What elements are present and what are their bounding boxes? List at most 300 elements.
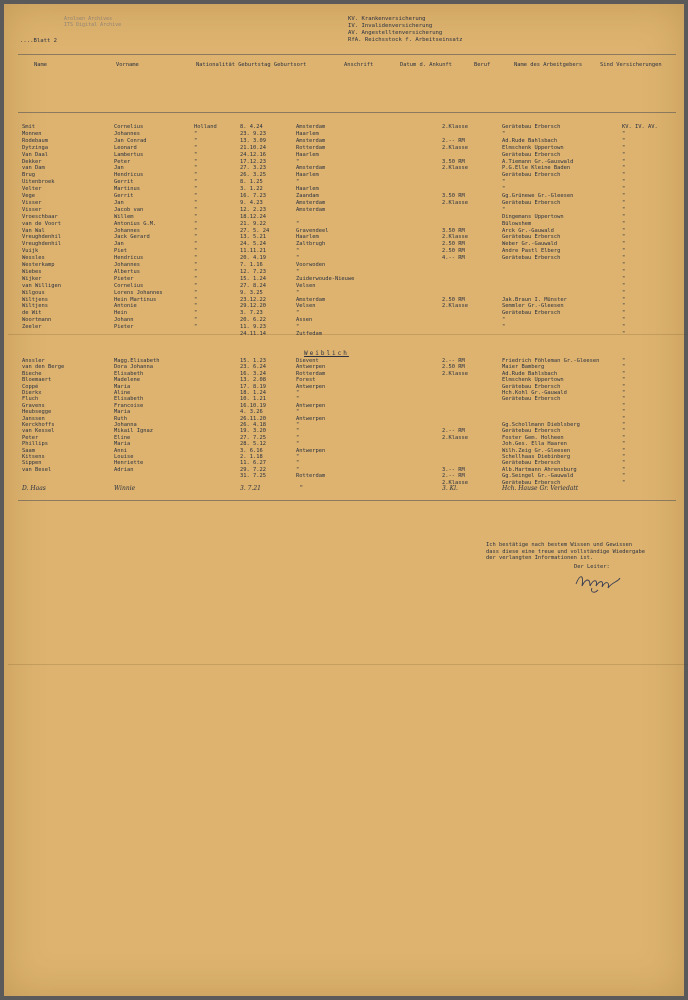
cell-vorname: Anni [114, 447, 127, 454]
cell-name: Vege [22, 193, 35, 199]
cell-employer: Gerätebau Erbersch [502, 460, 561, 467]
cell-marks: " [622, 466, 626, 473]
cell-name: van Willigen [22, 282, 61, 289]
cell-birth: 3. 7.23 [240, 310, 263, 317]
cell-marks: " [622, 422, 626, 428]
cell-vorname: Francoise [114, 402, 144, 409]
cell-place: " [296, 441, 300, 448]
cell-place: Zaltbrugh [296, 241, 326, 248]
cell-name: van de Voort [22, 220, 61, 227]
cell-vorname: Hein Martinus [114, 296, 157, 303]
cell-amt: 2.Klasse [442, 370, 468, 377]
cell-nat: " [194, 255, 198, 262]
cell-amt: 2.-- RM [442, 473, 465, 480]
cell-vorname: Elisabeth [114, 396, 144, 403]
cell-place: " [296, 390, 300, 396]
cell-marks: " [622, 415, 626, 422]
cell-place: " [296, 158, 300, 165]
stamp-line: ITS Digital Archive [64, 22, 122, 28]
cell-nat: " [194, 241, 198, 248]
cell-employer: Gg.Schollmann Dieblsberg [502, 422, 580, 428]
cell-place: Voorwoden [296, 262, 326, 268]
cell-vorname: Leonard [114, 144, 137, 151]
legend-line: AV. Angestelltenversicherung [348, 30, 443, 36]
cell-birth: 12. 2.23 [240, 206, 266, 213]
cell-name: Saam [22, 447, 35, 454]
cell-birth: 9. 4.23 [240, 199, 263, 206]
cell-birth: 12. 7.23 [240, 268, 266, 275]
cell-amt: 3.50 RM [442, 193, 465, 199]
cell-place: Assen [296, 317, 313, 324]
cell-employer: Arck Gr.-Gauwald [502, 227, 554, 234]
cell-name: van Kessel [22, 428, 55, 435]
col-right: Sind Versicherungen [600, 62, 662, 68]
cell-employer: Maier Bamberg [502, 364, 545, 371]
col-nationality: Nationalität Geburtstag Geburtsort [196, 62, 307, 68]
cell-birth: 8. 4.24 [240, 124, 263, 130]
cell-name: Rodebaum [22, 137, 48, 144]
cell-employer: Gerätebau Erbersch [502, 199, 561, 206]
cell-vorname: Lorens Johannes [114, 289, 163, 296]
cell-employer: Semmler Gr.-Gleesen [502, 303, 564, 310]
cell-vorname: Hendricus [114, 172, 144, 179]
cell-marks: " [622, 227, 626, 234]
cell-marks: " [622, 268, 626, 275]
cell-place: Zuiderwoude-Nieuwe [296, 275, 355, 282]
cell-place: Antwerpen [296, 402, 326, 409]
cell-employer: " [502, 179, 506, 186]
cell-employer: Bülowshem [502, 220, 532, 227]
cell-nat: " [194, 151, 198, 158]
cell-amt: 2.-- RM [442, 137, 465, 144]
cell-amt: 2.-- RM [442, 428, 465, 435]
cell-name: Janssen [22, 415, 45, 422]
cell-marks: " [622, 370, 626, 377]
cell-employer: Foster Gem. Holheen [502, 434, 564, 441]
cell-name: Westerkamp [22, 262, 55, 268]
cell-vorname: Jan [114, 165, 124, 172]
cell-name: Van Wal [22, 227, 45, 234]
cell-amt: 3.50 RM [442, 227, 465, 234]
cell-birth: 3. 6.16 [240, 447, 263, 454]
cell-marks: " [622, 317, 626, 324]
cell-amt: 2.50 RM [442, 296, 465, 303]
cell-marks: " [622, 310, 626, 317]
cell-employer: Friedrich Föhleman Gr.-Gleesen [502, 358, 600, 364]
cell-name: Vreughdenhil [22, 234, 61, 241]
cell-birth: 26.11.20 [240, 415, 266, 422]
cell-name: Wiebes [22, 268, 42, 275]
cell-birth: 24.12.16 [240, 151, 266, 158]
cell-name: Wiltjens [22, 303, 48, 310]
cell-employer: A.Tiemann Gr.-Gauswald [502, 158, 574, 165]
cell-marks: " [622, 255, 626, 262]
cell-birth: 9. 3.25 [240, 289, 263, 296]
cell-marks: " [622, 331, 626, 337]
col-employer: Name des Arbeitgebers [514, 62, 583, 68]
cell-nat: " [194, 310, 198, 317]
sheet-number: ....Blatt 2 [20, 38, 58, 44]
cell-place: " [296, 434, 300, 441]
cell-birth: 11.11.21 [240, 248, 266, 255]
cell-vorname: Pieter [114, 275, 134, 282]
cell-birth: 16.10.19 [240, 402, 266, 409]
cell-name: Bieche [22, 370, 42, 377]
cell-place: Haarlem [296, 151, 319, 158]
cell-vorname: Cornelius [114, 282, 144, 289]
cell-amt: 2.50 RM [442, 364, 465, 371]
cell-marks: " [622, 296, 626, 303]
cell-vorname: Gerrit [114, 179, 134, 186]
cell-marks: " [622, 460, 626, 467]
cell-employer: Elmschenk Uppertown [502, 144, 564, 151]
cell-vorname: Magg.Elisabeth [114, 358, 160, 364]
cell-name: Smit [22, 124, 35, 130]
cell-amt: 2.Klasse [442, 434, 468, 441]
cell-marks: " [622, 479, 626, 486]
cell-marks: " [622, 324, 626, 331]
hw-name: D. Haas [22, 485, 46, 492]
cell-place: Haarlem [296, 186, 319, 193]
cell-vorname: Jan [114, 241, 124, 248]
rule-bottom [18, 500, 676, 501]
fold-line [8, 664, 688, 665]
cell-vorname: Jan Conrad [114, 137, 147, 144]
cell-name: van Dam [22, 165, 45, 172]
cell-employer: Ad.Rude Bahlsbach [502, 137, 558, 144]
cell-name: Vuijk [22, 248, 39, 255]
cell-nat: " [194, 137, 198, 144]
cell-vorname: Willem [114, 213, 134, 220]
cell-marks: " [622, 144, 626, 151]
cell-vorname: Antonie [114, 303, 137, 310]
cell-name: Velter [22, 186, 42, 193]
cell-nat: " [194, 199, 198, 206]
cell-birth: 18.12.24 [240, 213, 266, 220]
cell-employer: Joh.Ges. Ella Haaren [502, 441, 567, 448]
certification-note [486, 542, 645, 562]
cell-vorname: Maria [114, 383, 131, 390]
cell-vorname: Johann [114, 317, 134, 324]
cell-birth: 23. 6.24 [240, 364, 266, 371]
cell-birth: 13. 2.08 [240, 377, 266, 384]
cell-marks: " [622, 383, 626, 390]
cell-nat: " [194, 213, 198, 220]
cell-name: Vreughdenhil [22, 241, 61, 248]
cell-name: Peter [22, 434, 39, 441]
cell-vorname: Johanna [114, 422, 137, 428]
hw-birth: 3. 7.21 [240, 485, 261, 492]
cell-birth: 27. 5. 24 [240, 227, 270, 234]
cell-birth: 13. 3.09 [240, 137, 266, 144]
cell-vorname: Hein [114, 310, 127, 317]
cell-vorname: Antonius G.M. [114, 220, 157, 227]
cell-nat: " [194, 303, 198, 310]
cell-name: Dytzinga [22, 144, 48, 151]
cell-birth: 15. 1.24 [240, 275, 266, 282]
cell-vorname: Piet [114, 248, 127, 255]
cell-name: Bloemaert [22, 377, 52, 384]
cell-birth: 26. 3.25 [240, 172, 266, 179]
cell-name: de Wit [22, 310, 42, 317]
cell-nat: Holland [194, 124, 217, 130]
cell-vorname: Gerrit [114, 193, 134, 199]
cell-place: Rotterdam [296, 144, 326, 151]
cell-vorname: Johannes [114, 262, 140, 268]
cell-place: Antwerpen [296, 415, 326, 422]
signature-label: Der Leiter: [574, 564, 610, 570]
cell-name: Wilgous [22, 289, 45, 296]
cell-place: " [296, 454, 300, 460]
cell-marks: " [622, 396, 626, 403]
cell-vorname: Aline [114, 390, 131, 396]
cell-employer: Alb.Hartmann Ahrensburg [502, 466, 577, 473]
cell-nat: " [194, 282, 198, 289]
cell-name: Coppé [22, 383, 39, 390]
document-sheet [4, 4, 684, 996]
cell-employer: Elmschenk Uppertown [502, 377, 564, 384]
cell-employer: Gg.Grünewe Gr.-Gleesen [502, 193, 574, 199]
col-address: Anschrift [344, 62, 374, 68]
cell-vorname: Mikail Ignaz [114, 428, 153, 435]
cell-vorname: Martinus [114, 186, 140, 193]
cell-marks: " [622, 186, 626, 193]
cell-employer: Gerätebau Erbersch [502, 151, 561, 158]
cell-marks: " [622, 213, 626, 220]
cell-marks: " [622, 199, 626, 206]
cell-marks: " [622, 289, 626, 296]
cell-nat: " [194, 234, 198, 241]
cell-place: " [296, 460, 300, 467]
cell-vorname: Albertus [114, 268, 140, 275]
note-line: dass diese eine treue und vollständige Wiedergabe [486, 548, 646, 555]
cell-vorname: Jacob van [114, 206, 144, 213]
cell-employer: Schellhaas Diebinberg [502, 454, 571, 460]
cell-birth: 21.10.24 [240, 144, 266, 151]
cell-nat: " [194, 130, 198, 137]
cell-name: van den Berge [22, 364, 65, 371]
cell-place: " [296, 248, 300, 255]
cell-employer: Dingemans Uppertown [502, 213, 564, 220]
stamp-line: Arolsen Archives [64, 16, 113, 22]
cell-place: Antwerpen [296, 383, 326, 390]
cell-vorname: Elisabeth [114, 370, 144, 377]
cell-name: Heubsegge [22, 409, 52, 416]
cell-vorname: Maria [114, 409, 131, 416]
cell-marks: " [622, 441, 626, 448]
hw-place: " [300, 485, 303, 492]
cell-name: Kitsens [22, 454, 45, 460]
cell-vorname: Hendricus [114, 255, 144, 262]
cell-birth: 23.12.22 [240, 296, 266, 303]
cell-place: " [296, 324, 300, 331]
cell-vorname: Jack Gerard [114, 234, 150, 241]
cell-vorname: Peter [114, 158, 131, 165]
cell-place: Forest [296, 377, 316, 384]
cell-birth: 20. 4.19 [240, 255, 266, 262]
cell-name: Fluch [22, 396, 39, 403]
cell-place: " [296, 466, 300, 473]
cell-marks: " [622, 193, 626, 199]
archive-stamp [64, 16, 142, 28]
rule-top [18, 54, 676, 55]
cell-place: " [296, 310, 300, 317]
cell-place: " [296, 422, 300, 428]
cell-nat: " [194, 275, 198, 282]
cell-place: Amsterdam [296, 206, 326, 213]
cell-place: Haarlem [296, 234, 319, 241]
cell-name: Gravens [22, 402, 45, 409]
cell-nat: " [194, 165, 198, 172]
cell-employer: P.G.Elle Kleine Baden [502, 165, 571, 172]
cell-vorname: Henriette [114, 460, 144, 467]
cell-amt: 2.Klasse [442, 234, 468, 241]
cell-birth: 27. 7.25 [240, 434, 266, 441]
cell-place: " [296, 255, 300, 262]
hw-vorname: Winnie [114, 485, 136, 492]
cell-name: Kerckhoffs [22, 422, 55, 428]
legend-line: IV. Invalidenversicherung [348, 23, 433, 29]
cell-name: Vroeschbaar [22, 213, 58, 220]
cell-place: " [296, 268, 300, 275]
cell-employer: Gerätebau Erbersch [502, 396, 561, 403]
cell-name: van Besel [22, 466, 52, 473]
cell-marks: " [622, 234, 626, 241]
cell-marks: " [622, 248, 626, 255]
cell-amt: 3.-- RM [442, 466, 465, 473]
cell-employer: " [502, 186, 506, 193]
cell-employer: " [502, 324, 506, 331]
cell-name: Wiltjens [22, 296, 48, 303]
cell-birth: 3. 1.22 [240, 186, 263, 193]
cell-nat: " [194, 179, 198, 186]
cell-nat: " [194, 262, 198, 268]
cell-amt: 2.Klasse [442, 144, 468, 151]
cell-amt: 2.-- RM [442, 358, 465, 364]
cell-birth: 13. 5.21 [240, 234, 266, 241]
cell-name: Monnen [22, 130, 42, 137]
cell-marks: " [622, 137, 626, 144]
cell-nat: " [194, 172, 198, 179]
cell-marks: " [622, 364, 626, 371]
cell-nat: " [194, 158, 198, 165]
cell-marks: " [622, 402, 626, 409]
cell-employer: " [502, 130, 506, 137]
cell-vorname: Jan [114, 199, 124, 206]
cell-employer: Andre Pastl Elberg [502, 248, 561, 255]
cell-name: Wessles [22, 255, 45, 262]
cell-birth: 18. 1.24 [240, 390, 266, 396]
cell-marks: " [622, 377, 626, 384]
cell-marks: " [622, 275, 626, 282]
cell-name: Van Daal [22, 151, 48, 158]
cell-employer: Gerätebau Erbersch [502, 172, 561, 179]
cell-amt: 3.50 RM [442, 158, 465, 165]
cell-nat: " [194, 289, 198, 296]
cell-birth: 27. 3.23 [240, 165, 266, 172]
cell-employer: Gerätebau Erbersch [502, 428, 561, 435]
cell-marks: " [622, 454, 626, 460]
cell-employer: Jak.Braun I. Münster [502, 296, 567, 303]
col-vorname: Vorname [116, 62, 139, 68]
cell-employer: Gerätebau Erbersch [502, 124, 561, 130]
cell-marks: " [622, 165, 626, 172]
note-line: der verlangten Informationen ist. [486, 555, 594, 562]
cell-birth: 20. 6.22 [240, 317, 266, 324]
cell-name: Phillips [22, 441, 48, 448]
cell-place: Amsterdam [296, 296, 326, 303]
cell-marks: " [622, 473, 626, 480]
cell-nat: " [194, 206, 198, 213]
cell-amt: 2.Klasse [442, 124, 468, 130]
cell-place: Amsterdam [296, 199, 326, 206]
cell-nat: " [194, 186, 198, 193]
cell-place: " [296, 220, 300, 227]
cell-employer: Ad.Rude Bahlsbach [502, 370, 558, 377]
cell-name: Dierkx [22, 390, 42, 396]
hw-employer: Hch. Hause Gr. Veriedatt [502, 485, 579, 492]
cell-place: Zutfedam [296, 331, 322, 337]
cell-amt: 2.50 RM [442, 248, 465, 255]
cell-name: Brug [22, 172, 35, 179]
cell-birth: 29. 7.22 [240, 466, 266, 473]
cell-birth: 15. 1.23 [240, 358, 266, 364]
cell-place: " [296, 179, 300, 186]
cell-nat: " [194, 220, 198, 227]
cell-name: Zeeler [22, 324, 42, 331]
cell-marks: " [622, 241, 626, 248]
signature-mark [572, 570, 632, 596]
cell-birth: 23. 9.23 [240, 130, 266, 137]
cell-name: Woortmann [22, 317, 52, 324]
cell-marks: " [622, 409, 626, 416]
cell-marks: " [622, 434, 626, 441]
cell-nat: " [194, 324, 198, 331]
cell-birth: 19. 3.20 [240, 428, 266, 435]
cell-employer: Gg.Seingel Gr.-Gauwald [502, 473, 574, 480]
insurance-legend [348, 16, 463, 44]
cell-place: Haarlem [296, 172, 319, 179]
cell-place: " [296, 289, 300, 296]
cell-name: Visser [22, 206, 42, 213]
cell-employer: Wilh.Zeig Gr.-Gleesen [502, 447, 571, 454]
cell-name: Anssler [22, 358, 45, 364]
cell-marks: " [622, 303, 626, 310]
cell-birth: 2. 1.18 [240, 454, 263, 460]
cell-place: Antwerpen [296, 364, 326, 371]
cell-vorname: Madelene [114, 377, 140, 384]
cell-employer: Gerätebau Erbersch [502, 479, 561, 486]
cell-place: Zaandam [296, 193, 319, 199]
cell-place: Haarlem [296, 130, 319, 137]
cell-place: Velsen [296, 282, 316, 289]
cell-marks: " [622, 390, 626, 396]
cell-birth: 29.12.20 [240, 303, 266, 310]
cell-amt: 2.Klasse [442, 199, 468, 206]
note-line: Ich bestätige nach bestem Wissen und Gewissen [486, 542, 633, 548]
cell-name: Uitenbroek [22, 179, 55, 186]
legend-line: RfA. Reichsstock f. Arbeitseinsatz [348, 37, 463, 43]
cell-marks: " [622, 282, 626, 289]
cell-marks: " [622, 447, 626, 454]
cell-amt: 4.-- RM [442, 255, 465, 262]
cell-nat: " [194, 227, 198, 234]
col-name: Name [34, 62, 47, 68]
cell-name: Visser [22, 199, 42, 206]
cell-marks: KV. IV. AV. [622, 124, 658, 130]
cell-birth: 24.11.14 [240, 331, 266, 337]
cell-birth: 4. 3.26 [240, 409, 263, 416]
